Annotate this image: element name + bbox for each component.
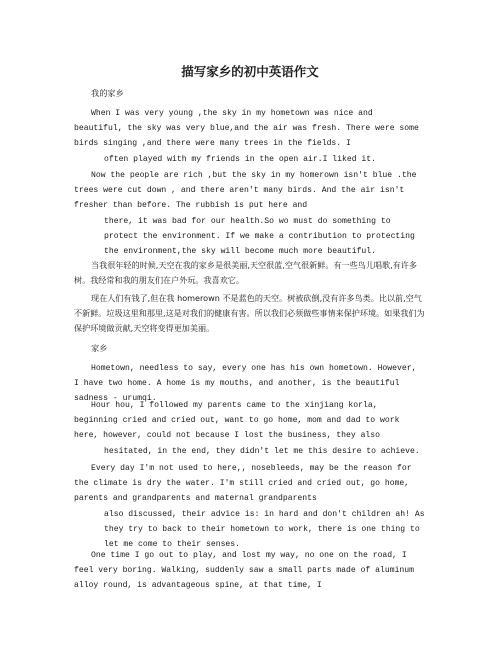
paragraph-text: One time I go out to play, and lost my way, no one on the road, I feel very boring. Walking, suddenly saw a small parts made of aluminum alloy round, is advantageous spine, at that time, I xyxy=(74,551,414,591)
paragraph-continuation: there, it was bad for our health.So wo must do something to protect the environment. If we make a contribution to protecting the environment,the sky will become much more beautiful. xyxy=(104,216,415,257)
paragraph-text: Every day I'm not used to here,, nosebleeds, may be the reason for the climate is dry the water. I'm still cried and cried out, go home, parents and grandparents and maternal grandparents xyxy=(74,464,412,504)
paragraph-text: Hometown, needless to say, every one has his own hometown. However, I have two home. A home is my mouths, and another, is the beautiful sadness - urumqi. xyxy=(74,364,417,404)
paragraph xyxy=(74,461,426,552)
paragraph-chinese: 现在人们有钱了,但在我 homerown 不是蓝色的天空。树被砍倒,没有许多鸟类。比以前,空气不新鲜。垃圾这里和那里,这是对我们的健康有害。所以我们必须做些事情来保护环境。如果我们为保护环境做贡献,天空将变得更加美丽。 xyxy=(74,293,425,333)
paragraph xyxy=(74,106,426,167)
paragraph xyxy=(74,548,426,594)
paragraph-chinese: 当我很年轻的时候,天空在我的家乡是很美丽,天空很蓝,空气很新鲜。有一些鸟儿唱歌,有许多树。我经常和我的朋友们在户外玩。我喜欢它。 xyxy=(74,260,417,285)
paragraph-text: Now the people are rich ,but the sky in my homerown isn't blue .the trees were cut down , and there aren't many birds. And the air isn't fresher than before. The rubbish is put here and xyxy=(74,171,417,211)
paragraph-text: Hour hou, I followed my parents came to the xinjiang korla, beginning cried and cried out, want to go home, mom and dad to work here, however, could not because I lost the business, they also xyxy=(74,401,400,441)
document-title: 描写家乡的初中英语作文 xyxy=(181,64,319,79)
paragraph-continuation: hesitated, in the end, they didn't let me this desire to achieve. xyxy=(104,446,420,456)
section-heading-hometown: 家乡 xyxy=(91,343,108,353)
paragraph-text: When I was very young ,the sky in my hometown was nice and beautiful, the sky was very blue,and the air was fresh. There were some birds singing ,and there were many trees in the fields. I xyxy=(74,109,419,149)
paragraph xyxy=(74,168,426,259)
paragraph-continuation: often played with my friends in the open air.I liked it. xyxy=(104,154,376,164)
section-heading-my-hometown: 我的家乡 xyxy=(91,88,124,98)
paragraph-continuation: also discussed, their advice is: in hard and don't children ah! As they try to back to their hometown to work, there is one thing to let me come to their senses. xyxy=(104,509,425,550)
paragraph xyxy=(74,398,426,459)
